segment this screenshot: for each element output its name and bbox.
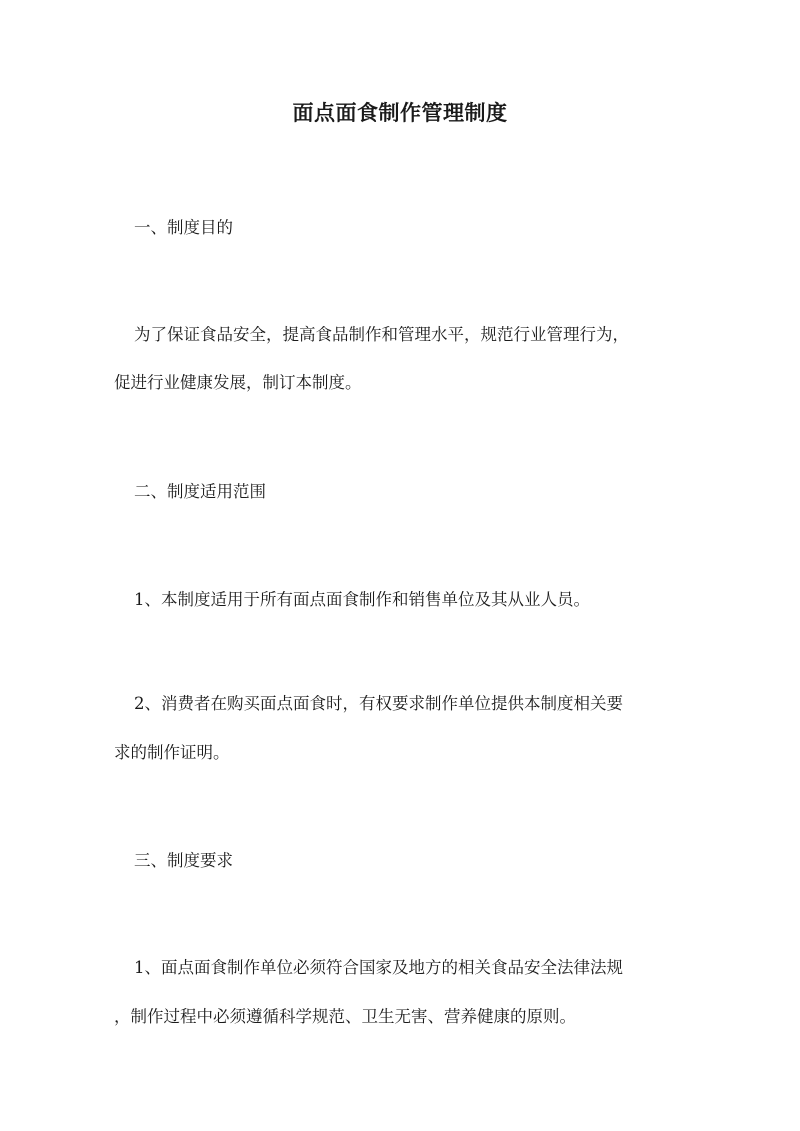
paragraph-line: 为了保证食品安全，提高食品制作和管理水平，规范行业管理行为， — [134, 325, 629, 344]
paragraph-line: 2、消费者在购买面点面食时，有权要求制作单位提供本制度相关要 — [134, 694, 623, 713]
paragraph-line: 1、本制度适用于所有面点面食制作和销售单位及其从业人员。 — [134, 590, 590, 609]
paragraph-line: 促进行业健康发展，制订本制度。 — [114, 373, 362, 392]
section-heading-scope: 二、制度适用范围 — [134, 482, 266, 501]
paragraph-line: ，制作过程中必须遵循科学规范、卫生无害、营养健康的原则。 — [114, 1007, 576, 1026]
section-heading-requirements: 三、制度要求 — [134, 851, 233, 870]
section-heading-purpose: 一、制度目的 — [134, 218, 233, 237]
paragraph-line: 求的制作证明。 — [114, 743, 230, 762]
document-title: 面点面食制作管理制度 — [292, 100, 508, 125]
paragraph-line: 1、面点面食制作单位必须符合国家及地方的相关食品安全法律法规 — [134, 958, 623, 977]
